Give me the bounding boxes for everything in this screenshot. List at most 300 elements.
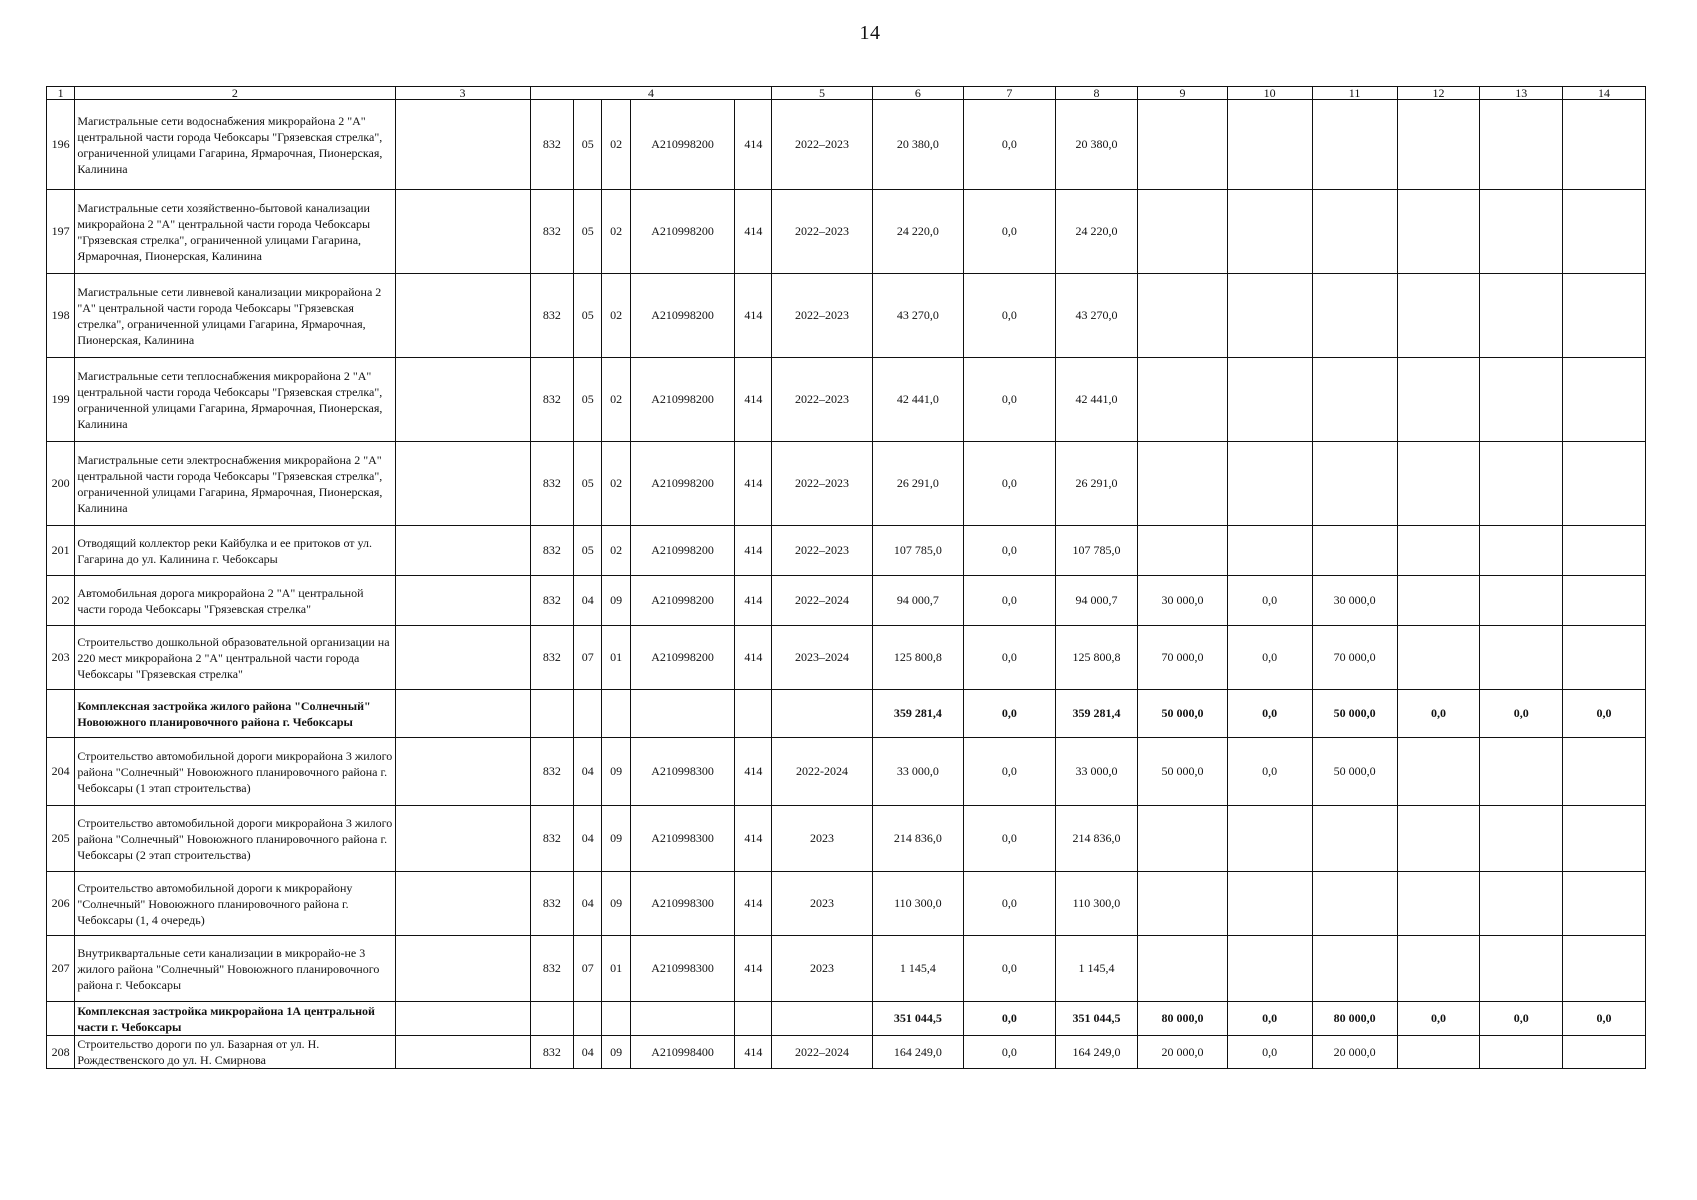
column-10-value: [1227, 100, 1312, 190]
column-6-value: 43 270,0: [872, 274, 963, 358]
table-row: [47, 738, 1646, 806]
column-8-value: 359 281,4: [1055, 690, 1138, 738]
grbs-code: 832: [530, 626, 574, 690]
target-article-code: А210998300: [630, 872, 735, 936]
grbs-code: 832: [530, 274, 574, 358]
expense-type-code: 414: [735, 1036, 772, 1069]
header-cell: 10: [1227, 87, 1312, 100]
column-14-value: [1563, 100, 1646, 190]
column-14-value: 0,0: [1563, 1002, 1646, 1036]
column-10-value: [1227, 936, 1312, 1002]
table-row: [47, 806, 1646, 872]
expense-type-code: [735, 690, 772, 738]
column-10-value: [1227, 806, 1312, 872]
table-row: [47, 936, 1646, 1002]
column-13-value: [1480, 274, 1563, 358]
section-code: 05: [574, 190, 602, 274]
grbs-code: 832: [530, 1036, 574, 1069]
header-cell: 4: [530, 87, 772, 100]
column-3-cell: [395, 100, 530, 190]
subsection-code: 09: [602, 806, 630, 872]
section-row: [47, 690, 1646, 738]
subsection-code: 02: [602, 442, 630, 526]
section-code: [574, 1002, 602, 1036]
column-3-cell: [395, 190, 530, 274]
column-14-value: [1563, 738, 1646, 806]
target-article-code: [630, 1002, 735, 1036]
section-code: 04: [574, 738, 602, 806]
header-cell: 3: [395, 87, 530, 100]
column-11-value: [1312, 442, 1397, 526]
column-3-cell: [395, 626, 530, 690]
column-9-value: [1138, 442, 1227, 526]
subsection-code: [602, 690, 630, 738]
section-code: 07: [574, 626, 602, 690]
row-number: [47, 690, 75, 738]
target-article-code: А210998200: [630, 274, 735, 358]
column-6-value: 125 800,8: [872, 626, 963, 690]
column-7-value: 0,0: [964, 358, 1055, 442]
column-9-value: [1138, 100, 1227, 190]
header-cell: 1: [47, 87, 75, 100]
column-6-value: 359 281,4: [872, 690, 963, 738]
table-row: [47, 1036, 1646, 1069]
section-code: 04: [574, 872, 602, 936]
target-article-code: А210998200: [630, 358, 735, 442]
implementation-period: 2022-2024: [772, 738, 872, 806]
target-article-code: А210998400: [630, 1036, 735, 1069]
column-11-value: [1312, 526, 1397, 576]
item-name: Строительство дошкольной образовательной организации на 220 мест микрорайона 2 "А" центральной части города Чебоксары "Грязевская стрелка": [75, 626, 395, 690]
column-9-value: 70 000,0: [1138, 626, 1227, 690]
column-14-value: [1563, 526, 1646, 576]
table-row: [47, 626, 1646, 690]
column-13-value: [1480, 806, 1563, 872]
column-10-value: [1227, 190, 1312, 274]
column-7-value: 0,0: [964, 526, 1055, 576]
page-number: 14: [859, 22, 881, 44]
column-10-value: [1227, 526, 1312, 576]
column-13-value: [1480, 576, 1563, 626]
column-6-value: 110 300,0: [872, 872, 963, 936]
column-6-value: 1 145,4: [872, 936, 963, 1002]
column-6-value: 351 044,5: [872, 1002, 963, 1036]
column-13-value: 0,0: [1480, 1002, 1563, 1036]
section-code: 05: [574, 358, 602, 442]
column-12-value: [1397, 806, 1480, 872]
row-number: 196: [47, 100, 75, 190]
subsection-code: [602, 1002, 630, 1036]
subsection-code: 09: [602, 1036, 630, 1069]
section-code: 05: [574, 274, 602, 358]
column-8-value: 20 380,0: [1055, 100, 1138, 190]
column-10-value: [1227, 274, 1312, 358]
table-row: [47, 274, 1646, 358]
column-11-value: [1312, 100, 1397, 190]
column-7-value: 0,0: [964, 936, 1055, 1002]
header-cell: 2: [75, 87, 395, 100]
column-14-value: [1563, 1036, 1646, 1069]
item-name: Магистральные сети теплоснабжения микрорайона 2 "А" центральной части города Чебоксары "Грязевская стрелка", ограниченной улицами Гагарина, Ярмарочная, Пионерская, Калинина: [75, 358, 395, 442]
column-7-value: 0,0: [964, 190, 1055, 274]
column-11-value: 70 000,0: [1312, 626, 1397, 690]
section-code: 04: [574, 576, 602, 626]
row-number: 205: [47, 806, 75, 872]
column-13-value: [1480, 190, 1563, 274]
item-name: Строительство дороги по ул. Базарная от ул. Н. Рождественского до ул. Н. Смирнова: [75, 1036, 395, 1069]
section-code: 05: [574, 526, 602, 576]
implementation-period: [772, 690, 872, 738]
expense-type-code: 414: [735, 274, 772, 358]
column-3-cell: [395, 358, 530, 442]
column-11-value: [1312, 936, 1397, 1002]
column-7-value: 0,0: [964, 1002, 1055, 1036]
column-6-value: 33 000,0: [872, 738, 963, 806]
column-7-value: 0,0: [964, 100, 1055, 190]
expense-type-code: 414: [735, 576, 772, 626]
item-name: Комплексная застройка микрорайона 1А центральной части г. Чебоксары: [75, 1002, 395, 1036]
grbs-code: [530, 1002, 574, 1036]
row-number: 201: [47, 526, 75, 576]
implementation-period: 2022–2023: [772, 100, 872, 190]
target-article-code: [630, 690, 735, 738]
item-name: Магистральные сети ливневой канализации микрорайона 2 "А" центральной части города Чебоксары "Грязевская стрелка", ограниченной улицами Гагарина, Ярмарочная, Пионерская, Калинина: [75, 274, 395, 358]
column-11-value: 20 000,0: [1312, 1036, 1397, 1069]
expense-type-code: 414: [735, 738, 772, 806]
header-cell: 13: [1480, 87, 1563, 100]
item-name: Магистральные сети электроснабжения микрорайона 2 "А" центральной части города Чебоксары "Грязевская стрелка", ограниченной улицами Гагарина, Ярмарочная, Пионерская, Калинина: [75, 442, 395, 526]
table-row: [47, 442, 1646, 526]
column-10-value: 0,0: [1227, 576, 1312, 626]
column-9-value: [1138, 872, 1227, 936]
column-8-value: 351 044,5: [1055, 1002, 1138, 1036]
column-14-value: [1563, 936, 1646, 1002]
column-3-cell: [395, 738, 530, 806]
row-number: 203: [47, 626, 75, 690]
column-3-cell: [395, 806, 530, 872]
row-number: 198: [47, 274, 75, 358]
section-row: [47, 1002, 1646, 1036]
column-9-value: 50 000,0: [1138, 738, 1227, 806]
target-article-code: А210998300: [630, 738, 735, 806]
column-13-value: [1480, 358, 1563, 442]
budget-table: [46, 86, 1646, 1069]
section-code: 07: [574, 936, 602, 1002]
table-row: [47, 872, 1646, 936]
column-14-value: [1563, 806, 1646, 872]
item-name: Магистральные сети водоснабжения микрорайона 2 "А" центральной части города Чебоксары "Грязевская стрелка", ограниченной улицами Гагарина, Ярмарочная, Пионерская, Калинина: [75, 100, 395, 190]
column-7-value: 0,0: [964, 274, 1055, 358]
implementation-period: 2023: [772, 936, 872, 1002]
column-7-value: 0,0: [964, 626, 1055, 690]
row-number: 202: [47, 576, 75, 626]
grbs-code: 832: [530, 358, 574, 442]
column-11-value: 80 000,0: [1312, 1002, 1397, 1036]
row-number: [47, 1002, 75, 1036]
expense-type-code: 414: [735, 936, 772, 1002]
section-code: [574, 690, 602, 738]
column-13-value: [1480, 626, 1563, 690]
column-12-value: [1397, 358, 1480, 442]
row-number: 197: [47, 190, 75, 274]
column-3-cell: [395, 690, 530, 738]
implementation-period: 2022–2023: [772, 442, 872, 526]
item-name: Отводящий коллектор реки Кайбулка и ее притоков от ул. Гагарина до ул. Калинина г. Чебоксары: [75, 526, 395, 576]
column-11-value: 50 000,0: [1312, 738, 1397, 806]
header-cell: 11: [1312, 87, 1397, 100]
target-article-code: А210998200: [630, 626, 735, 690]
column-13-value: [1480, 872, 1563, 936]
target-article-code: А210998200: [630, 100, 735, 190]
subsection-code: 09: [602, 872, 630, 936]
column-12-value: [1397, 274, 1480, 358]
column-9-value: [1138, 526, 1227, 576]
column-11-value: 50 000,0: [1312, 690, 1397, 738]
column-6-value: 107 785,0: [872, 526, 963, 576]
grbs-code: 832: [530, 526, 574, 576]
implementation-period: 2022–2023: [772, 526, 872, 576]
implementation-period: [772, 1002, 872, 1036]
column-3-cell: [395, 1002, 530, 1036]
column-11-value: [1312, 806, 1397, 872]
row-number: 208: [47, 1036, 75, 1069]
item-name: Строительство автомобильной дороги микрорайона 3 жилого района "Солнечный" Новоюжного планировочного района г. Чебоксары (1 этап строительства): [75, 738, 395, 806]
section-code: 05: [574, 442, 602, 526]
column-12-value: 0,0: [1397, 690, 1480, 738]
row-number: 207: [47, 936, 75, 1002]
item-name: Строительство автомобильной дороги микрорайона 3 жилого района "Солнечный" Новоюжного планировочного района г. Чебоксары (2 этап строительства): [75, 806, 395, 872]
column-7-value: 0,0: [964, 806, 1055, 872]
implementation-period: 2022–2023: [772, 274, 872, 358]
column-14-value: [1563, 274, 1646, 358]
column-9-value: 30 000,0: [1138, 576, 1227, 626]
row-number: 200: [47, 442, 75, 526]
column-7-value: 0,0: [964, 442, 1055, 526]
table-body: [47, 100, 1646, 1069]
column-14-value: 0,0: [1563, 690, 1646, 738]
implementation-period: 2022–2023: [772, 190, 872, 274]
column-14-value: [1563, 190, 1646, 274]
column-11-value: [1312, 872, 1397, 936]
column-12-value: [1397, 936, 1480, 1002]
implementation-period: 2023–2024: [772, 626, 872, 690]
column-8-value: 94 000,7: [1055, 576, 1138, 626]
column-14-value: [1563, 872, 1646, 936]
expense-type-code: 414: [735, 526, 772, 576]
column-11-value: [1312, 358, 1397, 442]
column-8-value: 214 836,0: [1055, 806, 1138, 872]
grbs-code: 832: [530, 738, 574, 806]
column-10-value: [1227, 442, 1312, 526]
subsection-code: 02: [602, 358, 630, 442]
implementation-period: 2022–2023: [772, 358, 872, 442]
grbs-code: 832: [530, 936, 574, 1002]
column-7-value: 0,0: [964, 1036, 1055, 1069]
column-8-value: 164 249,0: [1055, 1036, 1138, 1069]
column-13-value: [1480, 738, 1563, 806]
subsection-code: 01: [602, 936, 630, 1002]
column-11-value: [1312, 274, 1397, 358]
column-6-value: 26 291,0: [872, 442, 963, 526]
header-cell: 8: [1055, 87, 1138, 100]
subsection-code: 02: [602, 190, 630, 274]
header-cell: 7: [964, 87, 1055, 100]
column-9-value: [1138, 806, 1227, 872]
expense-type-code: 414: [735, 190, 772, 274]
implementation-period: 2022–2024: [772, 576, 872, 626]
column-7-value: 0,0: [964, 690, 1055, 738]
column-3-cell: [395, 872, 530, 936]
column-13-value: 0,0: [1480, 690, 1563, 738]
column-12-value: [1397, 100, 1480, 190]
column-13-value: [1480, 100, 1563, 190]
subsection-code: 09: [602, 738, 630, 806]
column-12-value: 0,0: [1397, 1002, 1480, 1036]
column-8-value: 107 785,0: [1055, 526, 1138, 576]
column-3-cell: [395, 1036, 530, 1069]
column-10-value: 0,0: [1227, 1036, 1312, 1069]
column-14-value: [1563, 576, 1646, 626]
subsection-code: 02: [602, 526, 630, 576]
section-code: 04: [574, 1036, 602, 1069]
target-article-code: А210998200: [630, 576, 735, 626]
subsection-code: 01: [602, 626, 630, 690]
column-11-value: 30 000,0: [1312, 576, 1397, 626]
subsection-code: 09: [602, 576, 630, 626]
header-cell: 9: [1138, 87, 1227, 100]
subsection-code: 02: [602, 274, 630, 358]
expense-type-code: 414: [735, 358, 772, 442]
column-8-value: 33 000,0: [1055, 738, 1138, 806]
column-8-value: 125 800,8: [1055, 626, 1138, 690]
column-9-value: [1138, 274, 1227, 358]
column-14-value: [1563, 626, 1646, 690]
implementation-period: 2023: [772, 872, 872, 936]
column-8-value: 110 300,0: [1055, 872, 1138, 936]
item-name: Автомобильная дорога микрорайона 2 "А" центральной части города Чебоксары "Грязевская стрелка": [75, 576, 395, 626]
column-8-value: 24 220,0: [1055, 190, 1138, 274]
grbs-code: 832: [530, 100, 574, 190]
row-number: 199: [47, 358, 75, 442]
table-row: [47, 358, 1646, 442]
column-12-value: [1397, 626, 1480, 690]
column-6-value: 42 441,0: [872, 358, 963, 442]
expense-type-code: [735, 1002, 772, 1036]
column-6-value: 164 249,0: [872, 1036, 963, 1069]
column-10-value: [1227, 358, 1312, 442]
column-12-value: [1397, 190, 1480, 274]
row-number: 204: [47, 738, 75, 806]
expense-type-code: 414: [735, 872, 772, 936]
section-code: 04: [574, 806, 602, 872]
column-9-value: 50 000,0: [1138, 690, 1227, 738]
expense-type-code: 414: [735, 626, 772, 690]
column-10-value: 0,0: [1227, 626, 1312, 690]
column-7-value: 0,0: [964, 738, 1055, 806]
column-9-value: 20 000,0: [1138, 1036, 1227, 1069]
item-name: Внутриквартальные сети канализации в микрорайо-не 3 жилого района "Солнечный" Новоюжного планировочного района г. Чебоксары: [75, 936, 395, 1002]
column-3-cell: [395, 442, 530, 526]
column-3-cell: [395, 274, 530, 358]
expense-type-code: 414: [735, 100, 772, 190]
header-cell: 6: [872, 87, 963, 100]
target-article-code: А210998300: [630, 936, 735, 1002]
subsection-code: 02: [602, 100, 630, 190]
column-3-cell: [395, 936, 530, 1002]
column-14-value: [1563, 442, 1646, 526]
column-12-value: [1397, 442, 1480, 526]
column-12-value: [1397, 1036, 1480, 1069]
column-13-value: [1480, 1036, 1563, 1069]
grbs-code: 832: [530, 806, 574, 872]
grbs-code: 832: [530, 190, 574, 274]
column-10-value: [1227, 872, 1312, 936]
column-8-value: 42 441,0: [1055, 358, 1138, 442]
target-article-code: А210998200: [630, 442, 735, 526]
expense-type-code: 414: [735, 442, 772, 526]
item-name: Магистральные сети хозяйственно-бытовой канализации микрорайона 2 "А" центральной части города Чебоксары "Грязевская стрелка", ограниченной улицами Гагарина, Ярмарочная, Пионерская, Калинина: [75, 190, 395, 274]
column-10-value: 0,0: [1227, 690, 1312, 738]
column-12-value: [1397, 576, 1480, 626]
header-row: [47, 87, 1646, 100]
column-8-value: 43 270,0: [1055, 274, 1138, 358]
column-8-value: 1 145,4: [1055, 936, 1138, 1002]
grbs-code: 832: [530, 576, 574, 626]
target-article-code: А210998200: [630, 526, 735, 576]
column-9-value: [1138, 936, 1227, 1002]
target-article-code: А210998200: [630, 190, 735, 274]
item-name: Комплексная застройка жилого района "Солнечный" Новоюжного планировочного района г. Чебоксары: [75, 690, 395, 738]
column-13-value: [1480, 936, 1563, 1002]
column-6-value: 214 836,0: [872, 806, 963, 872]
header-cell: 12: [1397, 87, 1480, 100]
implementation-period: 2022–2024: [772, 1036, 872, 1069]
implementation-period: 2023: [772, 806, 872, 872]
column-12-value: [1397, 738, 1480, 806]
grbs-code: [530, 690, 574, 738]
table-row: [47, 526, 1646, 576]
column-9-value: 80 000,0: [1138, 1002, 1227, 1036]
column-9-value: [1138, 190, 1227, 274]
section-code: 05: [574, 100, 602, 190]
column-3-cell: [395, 576, 530, 626]
column-10-value: 0,0: [1227, 738, 1312, 806]
item-name: Строительство автомобильной дороги к микрорайону "Солнечный" Новоюжного планировочного района г. Чебоксары (1, 4 очередь): [75, 872, 395, 936]
column-13-value: [1480, 526, 1563, 576]
table-row: [47, 100, 1646, 190]
column-8-value: 26 291,0: [1055, 442, 1138, 526]
column-7-value: 0,0: [964, 872, 1055, 936]
column-3-cell: [395, 526, 530, 576]
column-9-value: [1138, 358, 1227, 442]
column-7-value: 0,0: [964, 576, 1055, 626]
column-10-value: 0,0: [1227, 1002, 1312, 1036]
column-14-value: [1563, 358, 1646, 442]
column-6-value: 20 380,0: [872, 100, 963, 190]
column-6-value: 94 000,7: [872, 576, 963, 626]
column-13-value: [1480, 442, 1563, 526]
column-11-value: [1312, 190, 1397, 274]
column-12-value: [1397, 526, 1480, 576]
table-row: [47, 190, 1646, 274]
column-12-value: [1397, 872, 1480, 936]
expense-type-code: 414: [735, 806, 772, 872]
header-cell: 14: [1563, 87, 1646, 100]
grbs-code: 832: [530, 872, 574, 936]
row-number: 206: [47, 872, 75, 936]
table-row: [47, 576, 1646, 626]
column-6-value: 24 220,0: [872, 190, 963, 274]
